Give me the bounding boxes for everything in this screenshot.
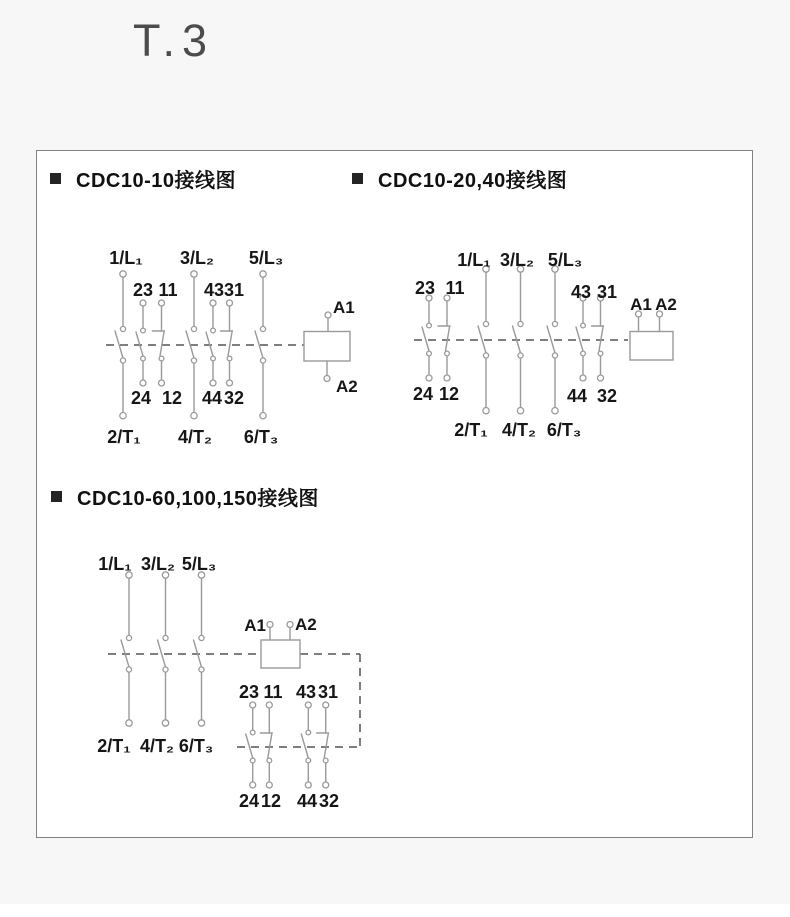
coil-terminal-label: A1 [244, 616, 266, 635]
aux-terminal-label: 24 [130, 388, 152, 408]
aux-terminal-label: 12 [438, 384, 460, 404]
aux-no-contact [246, 702, 256, 788]
aux-terminal-label: 44 [566, 386, 588, 406]
bottom-strip [0, 904, 790, 917]
aux-nc-contact [592, 295, 604, 381]
pole-terminal-label: 5/L₃ [547, 250, 583, 270]
aux-contacts [136, 300, 233, 386]
aux-nc-contact [438, 295, 450, 381]
aux-no-contact [576, 295, 586, 381]
aux-terminal-label: 32 [596, 386, 618, 406]
coil-terminal [267, 622, 273, 628]
section-bullet-icon [50, 173, 61, 184]
aux-nc-contact [153, 300, 165, 386]
aux-terminal-label: 43 [203, 280, 225, 300]
aux-terminal-label: 24 [412, 384, 434, 404]
aux-nc-contact [260, 702, 272, 788]
section-heading-cdc10-20-40 [352, 167, 568, 192]
coil-terminal-label: A1 [333, 298, 355, 317]
pole-terminal-label: 1/L₁ [457, 250, 491, 270]
aux-terminal-label: 31 [596, 282, 618, 302]
aux-no-contact [206, 300, 216, 386]
coil-terminal-label: A2 [655, 295, 677, 314]
aux-terminal-label: 23 [132, 280, 154, 300]
pole-terminal-label: 4/T₂ [177, 427, 213, 447]
pole-terminal-label: 4/T₂ [139, 736, 175, 756]
pole-terminal-label: 4/T₂ [501, 420, 537, 440]
aux-terminal-label: 44 [201, 388, 223, 408]
coil-box [630, 332, 673, 361]
coil-terminal [325, 312, 331, 318]
section-heading-cdc10-60-100-150 [51, 485, 319, 510]
pole-terminal-label: 6/T₃ [178, 736, 214, 756]
pole-terminal-label: 1/L₁ [109, 248, 143, 268]
coil-terminal-label: A1 [630, 295, 652, 314]
main-pole-contact [194, 572, 205, 726]
aux-terminal-label: 11 [263, 682, 283, 702]
section-title: CDC10-20,40接线图 [378, 169, 568, 192]
coil-terminal-label: A2 [295, 615, 317, 634]
pole-terminal-label: 2/T₁ [107, 427, 141, 447]
aux-no-contact [136, 300, 146, 386]
section-heading-cdc10-10 [50, 167, 236, 192]
aux-terminal-label: 24 [238, 791, 260, 811]
coil-box [261, 640, 300, 668]
aux-terminal-label: 32 [318, 791, 340, 811]
main-pole-contact [121, 572, 132, 726]
aux-terminal-label: 43 [570, 282, 592, 302]
pole-terminal-label: 2/T₁ [97, 736, 131, 756]
pole-terminal-label: 6/T₃ [243, 427, 279, 447]
aux-terminal-label: 12 [260, 791, 282, 811]
pole-terminal-label: 2/T₁ [454, 420, 488, 440]
page-title: T.3 [133, 15, 215, 66]
aux-terminal-label: 43 [295, 682, 317, 702]
aux-terminal-label: 11 [158, 280, 178, 300]
pole-terminal-label: 6/T₃ [546, 420, 582, 440]
coil-terminal-label: A2 [336, 377, 358, 396]
pole-terminal-label: 1/L₁ [98, 554, 132, 574]
coil [304, 312, 350, 382]
aux-contacts [246, 702, 329, 788]
main-pole-contact [158, 572, 169, 726]
aux-terminal-label: 31 [223, 280, 245, 300]
pole-terminal-label: 3/L₂ [179, 248, 215, 268]
aux-no-contact [422, 295, 432, 381]
section-bullet-icon [51, 491, 62, 502]
pole-terminal-label: 3/L₂ [140, 554, 176, 574]
aux-terminal-label: 31 [317, 682, 339, 702]
aux-contacts [422, 295, 604, 381]
aux-terminal-label: 23 [414, 278, 436, 298]
main-pole-contacts [121, 572, 205, 726]
coil-box [304, 332, 350, 362]
pole-terminal-label: 5/L₃ [181, 554, 217, 574]
aux-terminal-label: 11 [445, 278, 465, 298]
coil [630, 311, 673, 360]
aux-terminal-label: 12 [161, 388, 183, 408]
wiring-diagram-cdc10-60-100-150 [84, 542, 380, 820]
aux-nc-contact [317, 702, 329, 788]
aux-terminal-label: 32 [223, 388, 245, 408]
aux-terminal-label: 23 [238, 682, 260, 702]
wiring-diagram-cdc10-10 [66, 236, 370, 454]
pole-terminal-label: 5/L₃ [248, 248, 284, 268]
section-title: CDC10-60,100,150接线图 [77, 487, 319, 510]
coil-terminal [287, 622, 293, 628]
wiring-diagram-cdc10-20-40 [408, 236, 700, 448]
pole-terminal-label: 3/L₂ [499, 250, 535, 270]
section-bullet-icon [352, 173, 363, 184]
aux-no-contact [301, 702, 311, 788]
aux-terminal-label: 44 [296, 791, 318, 811]
coil-terminal [324, 376, 330, 382]
aux-nc-contact [221, 300, 233, 386]
section-title: CDC10-10接线图 [76, 169, 236, 192]
